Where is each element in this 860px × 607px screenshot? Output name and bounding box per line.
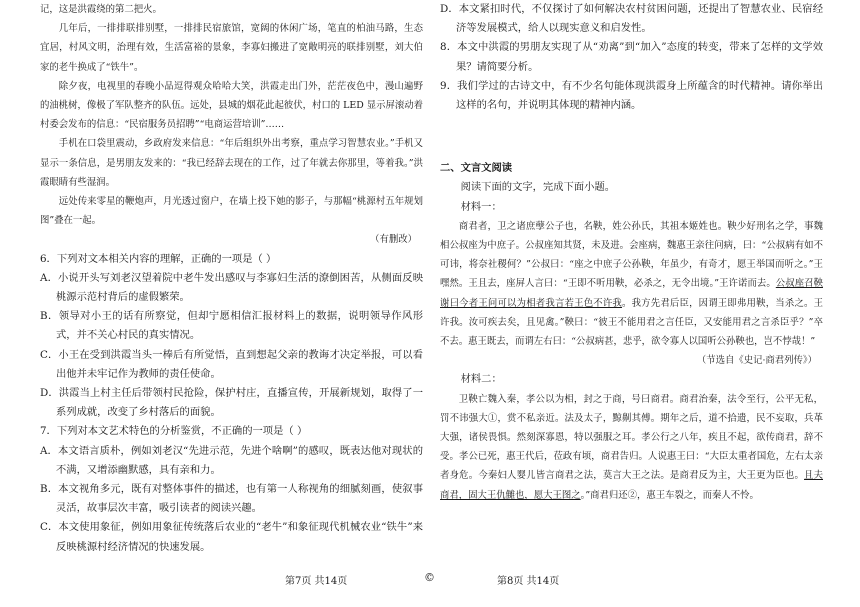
- material2-underlined: 且夫商君，固大王仇雠也，愿大王图之: [440, 470, 823, 501]
- copyright-mark: ©: [424, 571, 435, 584]
- section-title: 二、文言文阅读: [440, 162, 513, 175]
- material2-part2: 。”商君归还②，惠王车裂之，而秦人不怜。: [580, 489, 759, 501]
- left-paragraph-13: B．本文视角多元，既有对整体事件的描述，也有第一人称视角的细腻刻画，使叙事灵活，故事层次丰富，吸引读者的阅读兴趣。: [40, 483, 423, 515]
- right-page-number: 第8页 共14页: [497, 576, 560, 587]
- left-paragraph-4: 远处传来零星的鞭炮声，月光透过窗户，在墙上投下她的影子，与那幅“桃源村五年规划图”叠在一起。: [40, 196, 423, 227]
- section-gap: [440, 115, 823, 159]
- left-paragraph-8: B．领导对小王的话有所察觉，但却宁愿相信汇报材料上的数据，说明领导作风形式，并不关心村民的真实情况。: [40, 310, 423, 342]
- material1-label: 材料一：: [460, 200, 502, 213]
- question-list: [440, 0, 823, 115]
- material2-part1: 卫鞅亡魏入秦，孝公以为相，封之于商，号曰商君。商君治秦，法令至行，公平无私，罚不讳强大①，赏不私亲近。法及太子，黥劓其傅。期年之后，道不拾遗，民不妄取，兵革大强，诸侯畏惧。然刻深寡恩，特以强服之耳。孝公行之八年，疾且不起，欲传商君，辞不受。孝公已死，惠王代后，莅政有顷，商君告归。人说惠王曰：“大臣太重者国危，左右太亲者身危。今秦妇人婴儿皆言商君之法，莫言大王之法。是商君反为主，大王更为臣也。: [440, 393, 823, 482]
- right-column: [440, 0, 823, 505]
- left-paragraph-1: 几年后，一排排联排别墅，一排排民宿旅馆，宽阔的休闲广场，笔直的柏油马路，生态宜居，村风文明，治理有效，生活富裕的景象，李寡妇搬进了宽敞明亮的联排别墅，刘大伯家的老牛换成了“铁牛”。: [40, 23, 423, 73]
- left-paragraph-7: A．小说开头写刘老汉望着院中老牛发出感叹与李寡妇生活的潦倒困苦，从侧面反映桃源示范村背后的虚假繁荣。: [40, 271, 423, 304]
- section-instruction: 阅读下面的文字，完成下面小题。: [460, 181, 616, 194]
- material1-source: （节选自《史记·商君列传》）: [696, 355, 817, 367]
- left-paragraph-14: C．本文使用象征，例如用象征传统落后农业的“老牛”和象征现代机械农业“铁牛”来反映桃源村经济情况的快速发展。: [40, 521, 423, 553]
- right-question-2: 9．我们学过的古诗文中，有不少名句能体现洪霞身上所蕴含的时代精神。请你举出这样的名句，并说明其体现的精神内涵。: [440, 79, 823, 112]
- left-column-body: [40, 0, 423, 557]
- left-paragraph-6: 6．下列对文本相关内容的理解，正确的一项是（ ）: [40, 252, 277, 265]
- left-page-number: 第7页 共14页: [285, 576, 348, 587]
- left-paragraph-3: 手机在口袋里震动，乡政府发来信息：“年后组织外出考察，重点学习智慧农业。”手机又显示一条信息，是男朋友发来的：“我已经辞去现在的工作，过了年就去你那里，等着我。”洪霞眼睛有些湿润。: [40, 138, 423, 188]
- left-paragraph-2: 除夕夜，电视里的春晚小品逗得观众哈哈大笑，洪霞走出门外，茫茫夜色中，漫山遍野的油桃树，像极了军队整齐的队伍。远处，县城的烟花此起彼伏，村口的 LED 显示屏滚动着村委会发布的信息：“民宿服务员招聘”“电商运营培训”……: [40, 80, 423, 131]
- material1-text: [440, 217, 823, 351]
- left-paragraph-11: 7．下列对本文艺术特色的分析鉴赏，不正确的一项是（ ）: [40, 425, 308, 438]
- material1-part2: 。我方先君后臣，因谓王即弗用鞅，当杀之。王许我。汝可疾去矣，且见禽。”鞅曰：“彼王不能用君之言任臣，又安能用君之言杀臣乎？”卒不去。惠王既去，而谓左右曰：“公叔病甚，悲乎，欲令寡人以国听公孙鞅也，岂不悖哉！”: [440, 297, 823, 348]
- left-paragraph-0: 记，这是洪霞绕的第二把火。: [40, 4, 162, 15]
- material1-part1: 商君者，卫之诸庶孽公子也，名鞅，姓公孙氏，其祖本姬姓也。鞅少好刑名之学，事魏相公叔座为中庶子。公叔座知其贤，未及进。会座病，魏惠王亲往问病，曰：“公叔病有如不可讳，将奈社稷何？”公叔曰：“座之中庶子公孙鞅，年虽少，有奇才，愿王举国而听之。”王嘿然。王且去，座屏人言曰：“王即不听用鞅，必杀之，无令出境。”王许诺而去。: [440, 220, 823, 290]
- left-paragraph-5: （有删改）: [370, 234, 417, 246]
- right-question-1: 8．本文中洪霞的男朋友实现了从“劝离”到“加入”态度的转变，带来了怎样的文学效果？请简要分析。: [440, 41, 823, 73]
- left-paragraph-10: D．洪霞当上村主任后带领村民抢险，保护村庄，直播宣传，开展新规划，取得了一系列成就，改变了乡村落后的面貌。: [40, 387, 423, 419]
- material2-text: [440, 390, 823, 505]
- left-paragraph-9: C．小王在受到洪霞当头一棒后有所觉悟，直到想起父亲的教诲才决定举报，可以看出他并未牢记作为教师的责任使命。: [40, 348, 423, 380]
- right-question-0: D．本文紧扣时代，不仅探讨了如何解决农村贫困问题，还提出了智慧农业、民宿经济等发展模式，给人以现实意义和启发性。: [440, 3, 823, 35]
- left-column: [40, 0, 423, 557]
- left-paragraph-12: A．本文语言质朴，例如刘老汉“先进示范，先进个啥啊”的感叹，既表达他对现状的不满，又增添幽默感，具有亲和力。: [40, 444, 423, 476]
- material1-underlined: 公叔座召鞅谢曰今者王问可以为相者我言若王色不许我: [440, 278, 823, 309]
- material2-label: 材料二：: [460, 373, 502, 386]
